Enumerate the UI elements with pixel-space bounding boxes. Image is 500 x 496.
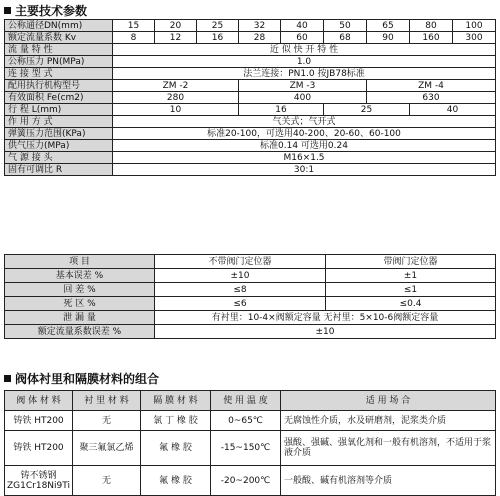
- area-cell: 400: [239, 92, 367, 104]
- perf-leak-row: [5, 311, 496, 325]
- heading-main-params: [4, 2, 87, 19]
- dn-cell: 15: [113, 20, 155, 32]
- row-kv: [5, 32, 496, 44]
- body-material: 铸铁 HT200: [5, 431, 73, 466]
- range-label: 固有可调比 R: [5, 164, 113, 176]
- flow-label: 流 量 特 性: [5, 44, 113, 56]
- performance-table: [4, 254, 496, 339]
- body-material: 铸铁 HT200: [5, 411, 73, 431]
- perf-label: 回 差 %: [5, 283, 155, 297]
- bullet-square-icon: [4, 7, 11, 14]
- row-action: [5, 116, 496, 128]
- actuator-cell: ZM -3: [239, 80, 367, 92]
- conn-value: 法兰连接：PN1.0 按JB78标准: [113, 68, 496, 80]
- use-temperature: 0~65℃: [211, 411, 281, 431]
- perf-row: [5, 269, 496, 283]
- row-supply: [5, 140, 496, 152]
- actuator-cell: ZM -2: [113, 80, 239, 92]
- kv-cell: 28: [239, 32, 281, 44]
- dn-cell: 100: [453, 20, 496, 32]
- kv-cell: 8: [113, 32, 155, 44]
- pn-label: 公称压力 PN(MPa): [5, 56, 113, 68]
- actuator-cell: ZM -4: [367, 80, 496, 92]
- dev-value: ±10: [155, 325, 496, 339]
- area-label: 有效面积 Fe(cm2): [5, 92, 113, 104]
- supply-label: 供气压力(MPa): [5, 140, 113, 152]
- perf-cell: ≤6: [155, 297, 326, 311]
- body-material: 铸不锈钢 ZG1Cr18Ni9Ti: [5, 466, 73, 496]
- perf-header-row: [5, 255, 496, 269]
- stroke-cell: 10: [113, 104, 239, 116]
- actuator-label: 配用执行机构型号: [5, 80, 113, 92]
- action-value: 气关式；气开式: [113, 116, 496, 128]
- kv-cell: 160: [410, 32, 453, 44]
- usage-text: 强酸、强碱、强氧化剂和一般有机溶剂，不适用于浆液介质: [281, 431, 496, 466]
- action-label: 作 用 方 式: [5, 116, 113, 128]
- kv-cell: 12: [155, 32, 197, 44]
- kv-cell: 300: [453, 32, 496, 44]
- area-cell: 280: [113, 92, 239, 104]
- heading-text: 主要技术参数: [15, 4, 88, 18]
- flow-value: 近 似 快 开 特 性: [113, 44, 496, 56]
- perf-cell: ≤1: [326, 283, 496, 297]
- bullet-square-icon: [4, 375, 11, 382]
- usage-text: 一般酸、碱有机溶剂等介质: [281, 466, 496, 496]
- dn-cell: 32: [239, 20, 281, 32]
- range-value: 30:1: [113, 164, 496, 176]
- lining-header: 衬 里 材 料: [73, 391, 141, 411]
- row-range: [5, 164, 496, 176]
- dn-cell: 80: [410, 20, 453, 32]
- row-spring: [5, 128, 496, 140]
- diaphragm-material: 氟 橡 胶: [141, 466, 211, 496]
- perf-label: 基本误差 %: [5, 269, 155, 283]
- dn-cell: 65: [367, 20, 410, 32]
- main-params-table: [4, 19, 496, 176]
- kv-label: 额定流量系数 Kv: [5, 32, 113, 44]
- kv-cell: 90: [367, 32, 410, 44]
- lining-header: 使 用 温 度: [211, 391, 281, 411]
- usage-text: 无腐蚀性介质，水及研磨剂，泥浆类介质: [281, 411, 496, 431]
- row-actuator: [5, 80, 496, 92]
- air-label: 气 源 接 头: [5, 152, 113, 164]
- use-temperature: -15~150℃: [211, 431, 281, 466]
- perf-cell: ≤8: [155, 283, 326, 297]
- perf-row: [5, 283, 496, 297]
- kv-cell: 60: [281, 32, 324, 44]
- lining-header: 适 用 场 合: [281, 391, 496, 411]
- perf-header: 项 目: [5, 255, 155, 269]
- heading-lining: [4, 370, 159, 387]
- lining-material: 无: [73, 411, 141, 431]
- perf-cell: ±10: [155, 269, 326, 283]
- lining-row: [5, 466, 496, 496]
- dev-label: 额定流量系数误差 %: [5, 325, 155, 339]
- lining-header: 隔 膜 材 料: [141, 391, 211, 411]
- perf-dev-row: [5, 325, 496, 339]
- lining-header-row: [5, 391, 496, 411]
- dn-label: 公称通径DN(mm): [5, 20, 113, 32]
- dn-cell: 25: [197, 20, 239, 32]
- row-area: [5, 92, 496, 104]
- spring-label: 弹簧压力范围(KPa): [5, 128, 113, 140]
- row-stroke: [5, 104, 496, 116]
- perf-row: [5, 297, 496, 311]
- conn-label: 连 接 型 式: [5, 68, 113, 80]
- lining-row: [5, 411, 496, 431]
- heading-text: 阀体衬里和隔膜材料的组合: [15, 372, 160, 386]
- row-air: [5, 152, 496, 164]
- area-cell: 630: [367, 92, 496, 104]
- lining-header: 阀 体 材 料: [5, 391, 73, 411]
- dn-cell: 50: [324, 20, 367, 32]
- row-pn: [5, 56, 496, 68]
- spring-value: 标准20-100，可选用40-200、20-60、60-100: [113, 128, 496, 140]
- perf-cell: ≤0.4: [326, 297, 496, 311]
- leak-value: 有衬里：10-4×阀额定容量 无衬里：5×10-6阀额定容量: [155, 311, 496, 325]
- lining-material: 无: [73, 466, 141, 496]
- perf-header: 带阀门定位器: [326, 255, 496, 269]
- lining-table: [4, 390, 496, 496]
- stroke-label: 行 程 L(mm): [5, 104, 113, 116]
- leak-label: 泄 漏 量: [5, 311, 155, 325]
- stroke-cell: 25: [324, 104, 410, 116]
- perf-cell: ±1: [326, 269, 496, 283]
- air-value: M16×1.5: [113, 152, 496, 164]
- stroke-cell: 40: [410, 104, 496, 116]
- row-dn: [5, 20, 496, 32]
- diaphragm-material: 氟 橡 胶: [141, 431, 211, 466]
- row-flow: [5, 44, 496, 56]
- perf-label: 死 区 %: [5, 297, 155, 311]
- stroke-cell: 16: [239, 104, 324, 116]
- lining-row: [5, 431, 496, 466]
- diaphragm-material: 氯 丁 橡 胶: [141, 411, 211, 431]
- row-conn: [5, 68, 496, 80]
- dn-cell: 20: [155, 20, 197, 32]
- supply-value: 标准0.14 可选用0.24: [113, 140, 496, 152]
- use-temperature: -20~200℃: [211, 466, 281, 496]
- pn-value: 1.0: [113, 56, 496, 68]
- kv-cell: 16: [197, 32, 239, 44]
- kv-cell: 68: [324, 32, 367, 44]
- perf-header: 不带阀门定位器: [155, 255, 326, 269]
- dn-cell: 40: [281, 20, 324, 32]
- lining-material: 聚三氟氯乙烯: [73, 431, 141, 466]
